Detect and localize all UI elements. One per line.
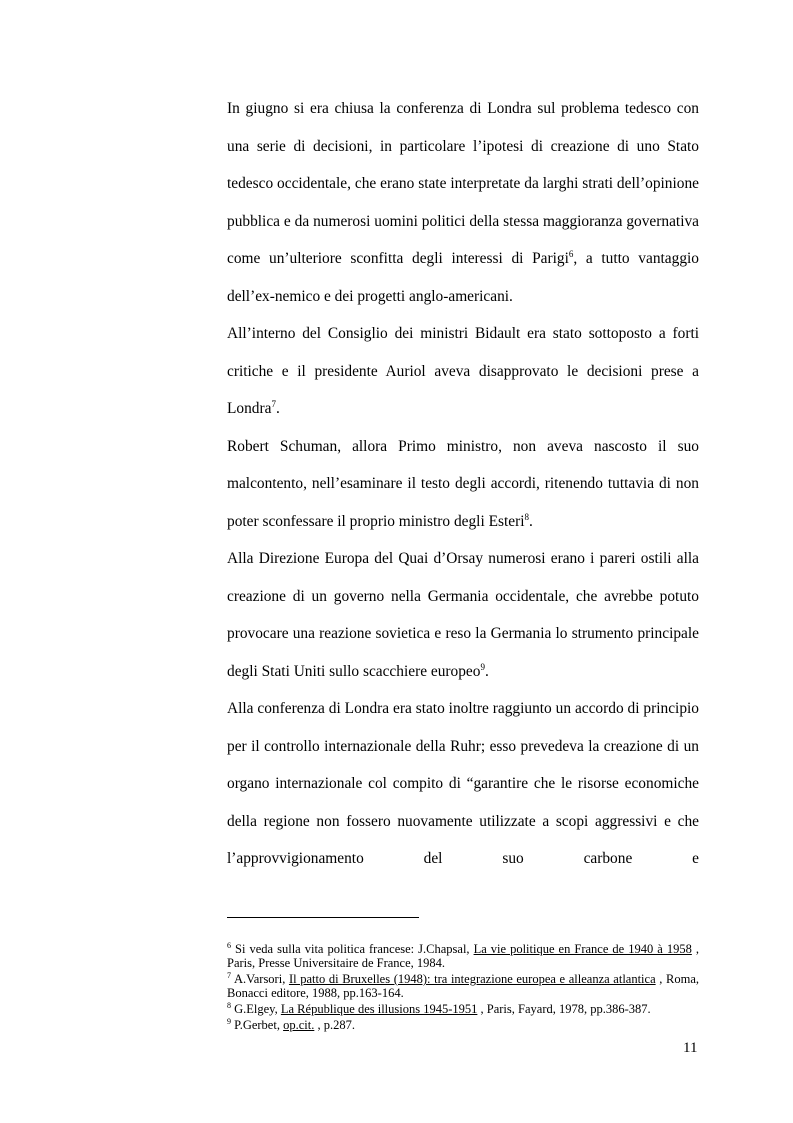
footnote-number: 9: [227, 1016, 231, 1026]
footnote-7: [227, 972, 699, 1000]
footnote-text: P.Gerbet,: [231, 1018, 284, 1032]
footnote-8: [227, 1002, 699, 1016]
paragraph-1-text: In giugno si era chiusa la conferenza di Londra sul problema tedesco con una serie di decisioni, in particolare l’ipotesi di creazione di uno Stato tedesco occidentale, che erano state interpretate da larghi strati dell’opinione pubblica e da numerosi uomini politici della stessa maggioranza governativa come un’ulteriore sconfitta degli interessi di Parigi: [227, 100, 699, 267]
footnote-text: A.Varsori,: [231, 972, 289, 986]
footnote-ref-7[interactable]: 7: [271, 398, 276, 409]
paragraph-3-text: Robert Schuman, allora Primo ministro, non aveva nascosto il suo malcontento, nell’esaminare il testo degli accordi, ritenendo tuttavia di non poter sconfessare il proprio ministro degli Esteri: [227, 437, 699, 530]
paragraph-1: [227, 90, 699, 315]
paragraph-4-text: Alla Direzione Europa del Quai d’Orsay numerosi erano i pareri ostili alla creazione di un governo nella Germania occidentale, che avrebbe potuto provocare una reazione sovietica e reso la Germania lo strumento principale degli Stati Uniti sullo scacchiere europeo: [227, 550, 699, 680]
paragraph-3-text-end: .: [528, 512, 533, 530]
footnote-text: Si veda sulla vita politica francese: J.Chapsal,: [231, 942, 474, 956]
footnote-title: op.cit.: [283, 1018, 315, 1032]
footnote-6: [227, 942, 699, 970]
footnote-text: G.Elgey,: [231, 1002, 281, 1016]
body-text: [227, 90, 699, 878]
footnote-text-end: , Paris, Presse Universitaire de France, 1984.: [227, 942, 699, 970]
footnote-9: [227, 1018, 699, 1032]
paragraph-5: [227, 690, 699, 878]
footnote-title: Il patto di Bruxelles (1948): tra integrazione europea e alleanza atlantica: [288, 972, 656, 986]
footnote-ref-9[interactable]: 9: [480, 661, 485, 672]
paragraph-4-text-end: .: [484, 662, 489, 680]
footnote-text-end: , p.287.: [314, 1018, 355, 1032]
paragraph-2: [227, 315, 699, 428]
footnote-text-end: , Paris, Fayard, 1978, pp.386-387.: [477, 1002, 651, 1016]
footnote-number: 7: [227, 970, 231, 980]
paragraph-4: [227, 540, 699, 690]
footnote-ref-6[interactable]: 6: [568, 248, 574, 259]
footnote-separator: [227, 917, 419, 918]
paragraph-1-text-end: , a tutto vantaggio dell’ex-nemico e dei progetti anglo-americani.: [227, 250, 699, 305]
footnotes: [227, 942, 699, 1034]
page-number: 11: [683, 1040, 698, 1056]
paragraph-3: [227, 428, 699, 541]
paragraph-2-text: All’interno del Consiglio dei ministri Bidault era stato sottoposto a forti critiche e il presidente Auriol aveva disapprovato le decisioni prese a Londra: [227, 325, 699, 417]
footnote-ref-8[interactable]: 8: [524, 511, 529, 522]
paragraph-2-text-end: .: [275, 400, 280, 417]
footnote-text-end: , Roma, Bonacci editore, 1988, pp.163-164.: [227, 972, 700, 1000]
paragraph-5-text: Alla conferenza di Londra era stato inoltre raggiunto un accordo di principio per il controllo internazionale della Ruhr; esso prevedeva la creazione di un organo internazionale col compito di “garantire che le risorse economiche della regione non fossero nuovamente utilizzate a scopi aggressivi e che l’approvvigionamento del suo carbone e: [227, 700, 699, 867]
footnote-number: 6: [227, 940, 231, 950]
footnote-number: 8: [227, 1000, 231, 1010]
footnote-title: La vie politique en France de 1940 à 1958: [473, 942, 692, 956]
footnote-title: La République des illusions 1945-1951: [280, 1002, 478, 1016]
